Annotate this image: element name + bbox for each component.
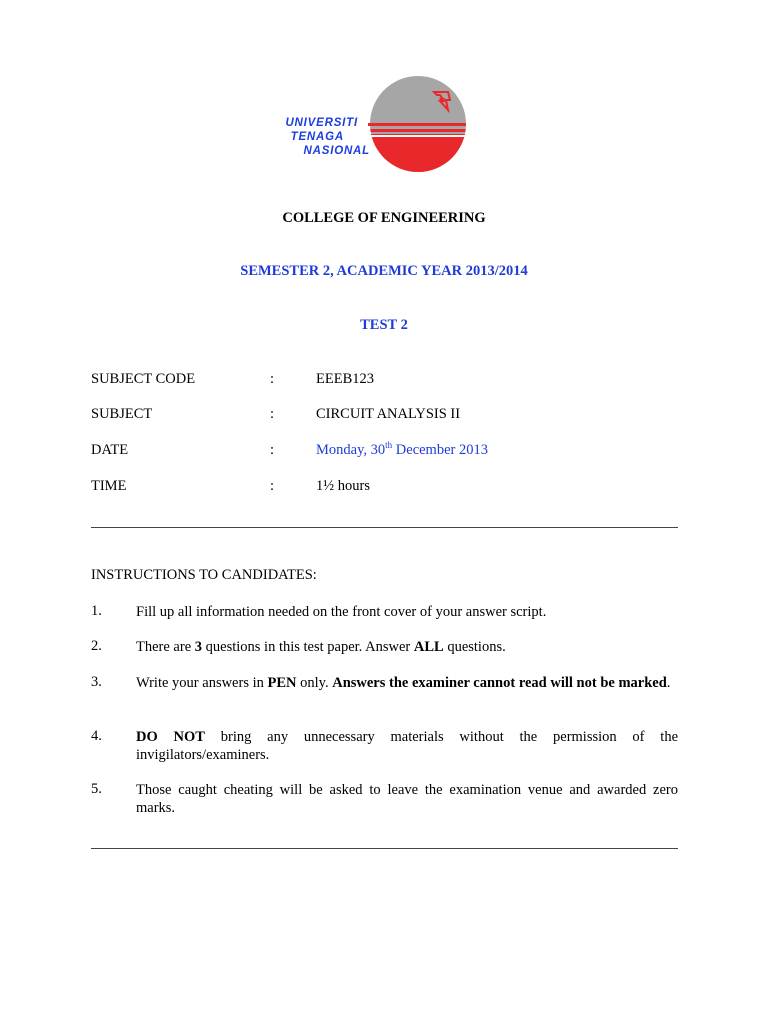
time-value: 1½ hours [316,478,370,494]
date-value [316,442,488,459]
instruction-item: Fill up all information needed on the front cover of your answer script. [136,604,547,620]
instructions-heading: INSTRUCTIONS TO CANDIDATES: [91,567,317,583]
logo-line-1: UNIVERSITI [285,117,358,129]
instruction-bold: ALL [413,639,444,655]
college-title: COLLEGE OF ENGINEERING [282,210,486,226]
logo-emblem-icon [368,74,468,174]
separator: : [270,406,275,422]
instruction-text: There are [136,639,195,655]
instruction-number: 3. [91,674,102,690]
time-label: TIME [91,478,127,494]
subject-code-value: EEEB123 [316,371,374,387]
instruction-item [136,638,678,656]
divider [91,848,678,849]
logo-line-2: TENAGA [290,131,344,143]
divider [91,527,678,528]
date-day: Monday, 30 [316,442,386,458]
instruction-text: bring any unnecessary materials without the permission of the invigilators/examiners. [136,729,679,763]
instruction-text: questions. [443,639,506,655]
subject-value: CIRCUIT ANALYSIS II [316,406,461,422]
instruction-item: Those caught cheating will be asked to leave the examination venue and awarded zero marks. [136,782,678,816]
test-title: TEST 2 [360,317,408,333]
instruction-text: only. [296,675,333,691]
instruction-text: Write your answers in [136,675,268,691]
separator: : [270,478,275,494]
semester-title: SEMESTER 2, ACADEMIC YEAR 2013/2014 [240,263,528,279]
instruction-number: 4. [91,728,102,744]
date-suffix: th [385,440,393,451]
instruction-item [136,728,678,764]
instruction-bold: Answers the examiner cannot read will not be marked [332,675,667,691]
instruction-bold: PEN [267,675,297,691]
logo-wordmark [250,116,372,158]
instruction-bold: DO NOT [136,729,205,745]
separator: : [270,371,275,387]
date-label: DATE [91,442,129,458]
subject-code-label: SUBJECT CODE [91,371,196,387]
logo-line-3: NASIONAL [303,145,370,157]
instruction-bold: 3 [194,639,203,655]
separator: : [270,442,275,458]
instruction-number: 5. [91,781,102,797]
instruction-item [136,674,678,692]
instruction-number: 1. [91,603,102,619]
instruction-text: questions in this test paper. Answer [202,639,414,655]
instruction-number: 2. [91,638,102,654]
university-logo [250,72,470,176]
date-rest: December 2013 [392,442,488,458]
subject-label: SUBJECT [91,406,153,422]
instruction-text: . [666,675,671,691]
